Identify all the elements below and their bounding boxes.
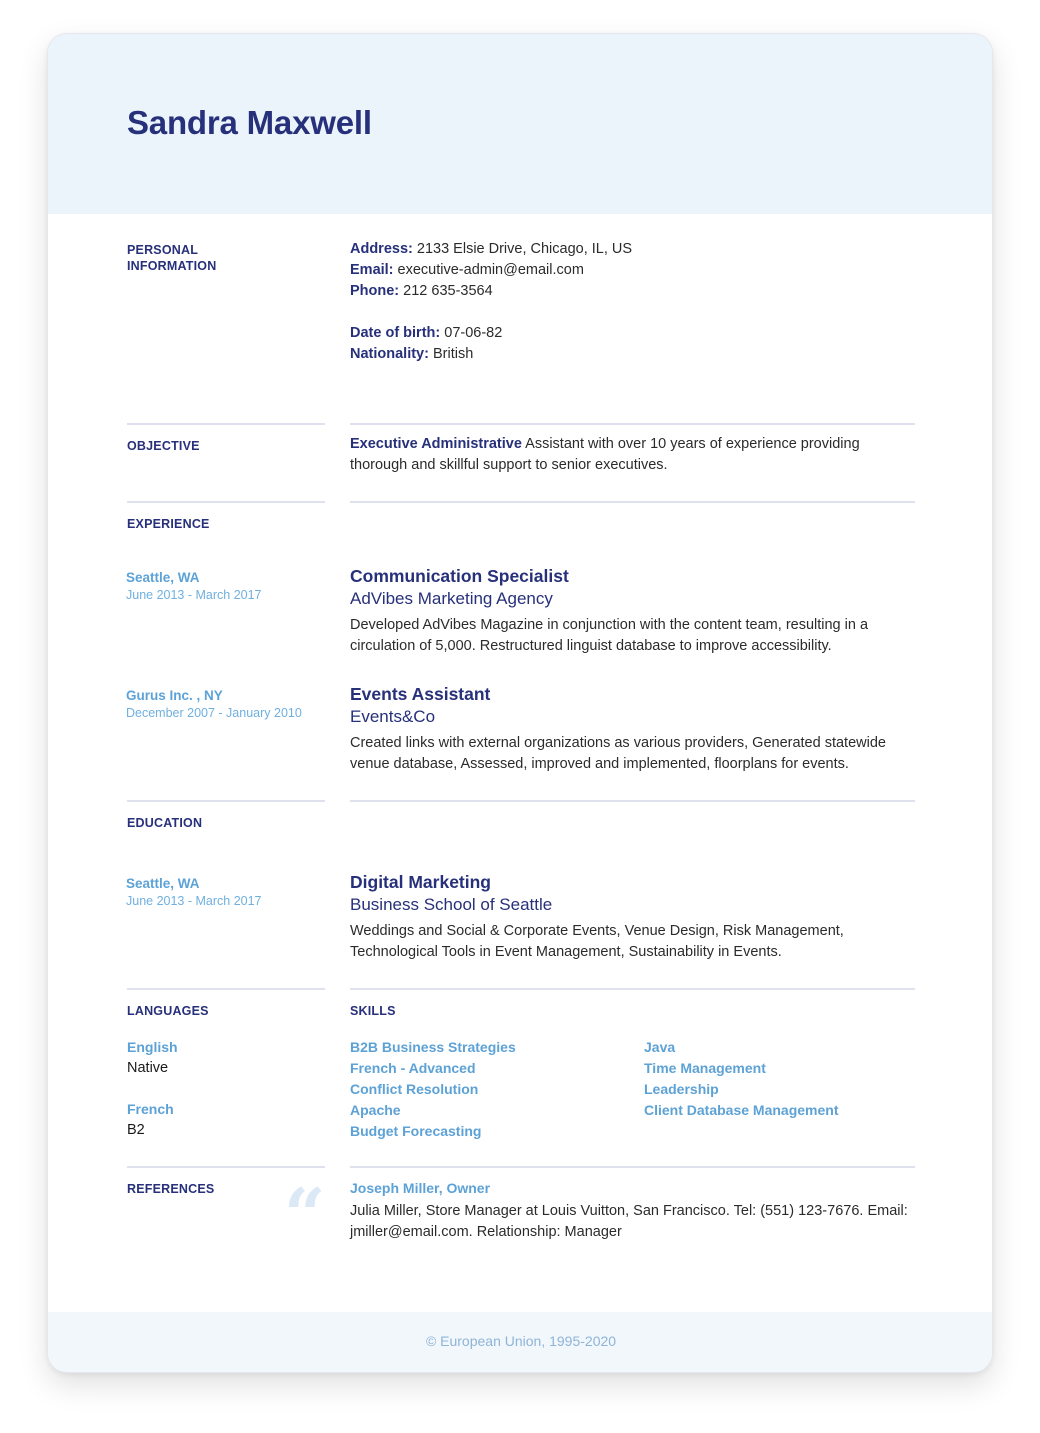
- divider: [350, 423, 915, 425]
- job-description: Created links with external organizations as various providers, Generated statewide venue database, Assessed, improved and implemented, floorplans for events.: [350, 735, 886, 772]
- dob-line: Date of birth: 07-06-82: [350, 325, 503, 341]
- nationality-line: Nationality: British: [350, 346, 474, 362]
- section-label-personal: PERSONAL INFORMATION: [127, 243, 217, 273]
- skill-item: Time Management: [644, 1060, 766, 1076]
- divider: [127, 1166, 325, 1168]
- address-line: Address: 2133 Elsie Drive, Chicago, IL, US: [350, 241, 633, 257]
- reference-name: Joseph Miller, Owner: [350, 1180, 491, 1196]
- experience-meta-0: Seattle, WA June 2013 - March 2017: [126, 570, 262, 602]
- job-title: Communication Specialist: [350, 566, 569, 586]
- reference-details: Julia Miller, Store Manager at Louis Vuitton, San Francisco. Tel: (551) 123-7676. Email: jmiller@email.com. Relationship: Manager: [350, 1203, 908, 1240]
- skills-column-1: [350, 1037, 516, 1142]
- skill-item: French - Advanced: [350, 1060, 476, 1076]
- section-label-skills: SKILLS: [350, 1004, 396, 1018]
- education-meta-0: Seattle, WA June 2013 - March 2017: [126, 876, 262, 908]
- divider: [350, 501, 915, 503]
- divider: [350, 988, 915, 990]
- section-label-education: EDUCATION: [127, 816, 203, 830]
- divider: [127, 423, 325, 425]
- phone-line: Phone: 212 635-3564: [350, 283, 493, 299]
- objective-text: Executive Administrative Assistant with over 10 years of experience providing thorough and skillful support to senior executives.: [350, 436, 860, 473]
- section-label-references: REFERENCES: [127, 1182, 215, 1196]
- language-name: English: [127, 1039, 178, 1055]
- language-level: B2: [127, 1122, 145, 1138]
- language-level: Native: [127, 1060, 169, 1076]
- skills-column-2: [644, 1037, 839, 1121]
- copyright-text: © European Union, 1995-2020: [425, 1333, 617, 1349]
- cv-header: [48, 34, 993, 214]
- quote-icon: “: [284, 1172, 326, 1257]
- divider: [350, 1166, 915, 1168]
- experience-item-0: [350, 566, 910, 657]
- language-name: French: [127, 1101, 174, 1117]
- divider: [127, 501, 325, 503]
- skill-item: Conflict Resolution: [350, 1081, 479, 1097]
- education-description: Weddings and Social & Corporate Events, Venue Design, Risk Management, Technological Tools in Event Management, Sustainability in Events.: [350, 923, 844, 960]
- divider: [127, 988, 325, 990]
- skill-item: Leadership: [644, 1081, 719, 1097]
- email-line: Email: executive-admin@email.com: [350, 262, 584, 278]
- section-label-experience: EXPERIENCE: [127, 517, 210, 531]
- school-name: Business School of Seattle: [350, 895, 553, 914]
- skill-item: Client Database Management: [644, 1102, 839, 1118]
- personal-info: [350, 239, 632, 365]
- languages-list: [127, 1037, 178, 1141]
- job-description: Developed AdVibes Magazine in conjunction with the content team, resulting in a circulation of 5,000. Restructured linguist database to improve accessibility.: [350, 617, 869, 654]
- job-title: Events Assistant: [350, 684, 491, 704]
- reference-item: [350, 1178, 915, 1243]
- divider: [350, 800, 915, 802]
- footer: [48, 1312, 993, 1373]
- experience-meta-1: Gurus Inc. , NY December 2007 - January 2010: [126, 688, 302, 720]
- skill-item: Java: [644, 1039, 676, 1055]
- section-label-objective: OBJECTIVE: [127, 439, 200, 453]
- cv-card: [47, 33, 993, 1373]
- divider: [127, 800, 325, 802]
- organization: AdVibes Marketing Agency: [350, 589, 553, 608]
- skill-item: Apache: [350, 1102, 401, 1118]
- organization: Events&Co: [350, 707, 436, 726]
- degree-title: Digital Marketing: [350, 872, 491, 892]
- education-item-0: [350, 872, 910, 963]
- experience-item-1: [350, 684, 910, 775]
- section-label-languages: LANGUAGES: [127, 1004, 209, 1018]
- skill-item: Budget Forecasting: [350, 1123, 482, 1139]
- skill-item: B2B Business Strategies: [350, 1039, 516, 1055]
- person-name: Sandra Maxwell: [127, 104, 372, 141]
